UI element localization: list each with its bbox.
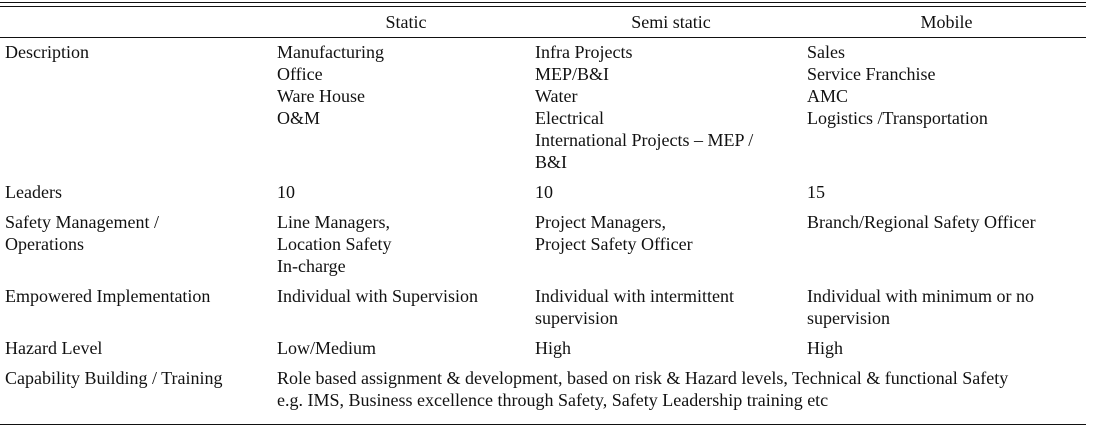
cell-line: Service Franchise xyxy=(807,64,936,84)
cell-spanning xyxy=(277,367,1086,419)
top-rule xyxy=(0,2,1086,3)
cell-line: Ware House xyxy=(277,86,366,106)
row-capability-building xyxy=(0,367,1086,419)
cell-mobile: High xyxy=(807,338,843,358)
cell-semi-static xyxy=(535,285,807,337)
cell-mobile: 15 xyxy=(807,182,825,202)
row-label: Leaders xyxy=(5,182,62,202)
cell-line: supervision xyxy=(535,308,618,328)
cell-static xyxy=(277,37,535,181)
cell-static: Low/Medium xyxy=(277,338,376,358)
row-label: Hazard Level xyxy=(5,338,103,358)
row-label: Capability Building / Training xyxy=(5,368,223,388)
cell-line: MEP/B&I xyxy=(535,64,610,84)
cell-line: Water xyxy=(535,86,578,106)
cell-line: e.g. IMS, Business excellence through Safety, Safety Leadership training etc xyxy=(277,390,829,410)
cell-line: In-charge xyxy=(277,256,346,276)
row-hazard-level xyxy=(0,337,1086,367)
cell-semi-static: 10 xyxy=(535,182,553,202)
cell-line: Branch/Regional Safety Officer xyxy=(807,212,1036,232)
row-label-line: Operations xyxy=(5,234,84,254)
header-static: Static xyxy=(385,12,427,32)
row-empowered-implementation xyxy=(0,285,1086,337)
header-blank xyxy=(0,7,277,37)
cell-line: Project Managers, xyxy=(535,212,666,232)
cell-line: Manufacturing xyxy=(277,42,384,62)
cell-line: B&I xyxy=(535,152,568,172)
row-description xyxy=(0,37,1086,181)
cell-line: Office xyxy=(277,64,323,84)
cell-line: Individual with intermittent xyxy=(535,286,734,306)
cell-mobile xyxy=(807,211,1086,285)
cell-static xyxy=(277,285,535,337)
header-semi-static: Semi static xyxy=(631,12,711,32)
header-row xyxy=(0,7,1086,37)
cell-line: International Projects – MEP / xyxy=(535,130,754,150)
row-label: Description xyxy=(5,42,89,62)
cell-line: Individual with Supervision xyxy=(277,286,478,306)
safety-categories-table xyxy=(0,7,1086,419)
cell-static: 10 xyxy=(277,182,295,202)
cell-line: Logistics /Transportation xyxy=(807,108,988,128)
cell-line: AMC xyxy=(807,86,849,106)
row-label xyxy=(0,211,277,285)
cell-mobile xyxy=(807,37,1086,181)
row-safety-management xyxy=(0,211,1086,285)
cell-static xyxy=(277,211,535,285)
header-mobile: Mobile xyxy=(920,12,973,32)
row-leaders xyxy=(0,181,1086,211)
cell-line: O&M xyxy=(277,108,321,128)
cell-line: Individual with minimum or no xyxy=(807,286,1034,306)
cell-line: Project Safety Officer xyxy=(535,234,693,254)
cell-semi-static xyxy=(535,37,807,181)
cell-semi-static: High xyxy=(535,338,571,358)
cell-semi-static xyxy=(535,211,807,285)
cell-line: Sales xyxy=(807,42,845,62)
bottom-rule xyxy=(0,424,1086,425)
cell-mobile xyxy=(807,285,1086,337)
cell-line: Location Safety xyxy=(277,234,392,254)
cell-line: supervision xyxy=(807,308,890,328)
row-label: Empowered Implementation xyxy=(5,286,211,306)
cell-line: Infra Projects xyxy=(535,42,633,62)
row-label-line: Safety Management / xyxy=(5,212,159,232)
cell-line: Role based assignment & development, based on risk & Hazard levels, Technical & functional Safety xyxy=(277,368,1009,388)
cell-line: Electrical xyxy=(535,108,604,128)
cell-line: Line Managers, xyxy=(277,212,390,232)
